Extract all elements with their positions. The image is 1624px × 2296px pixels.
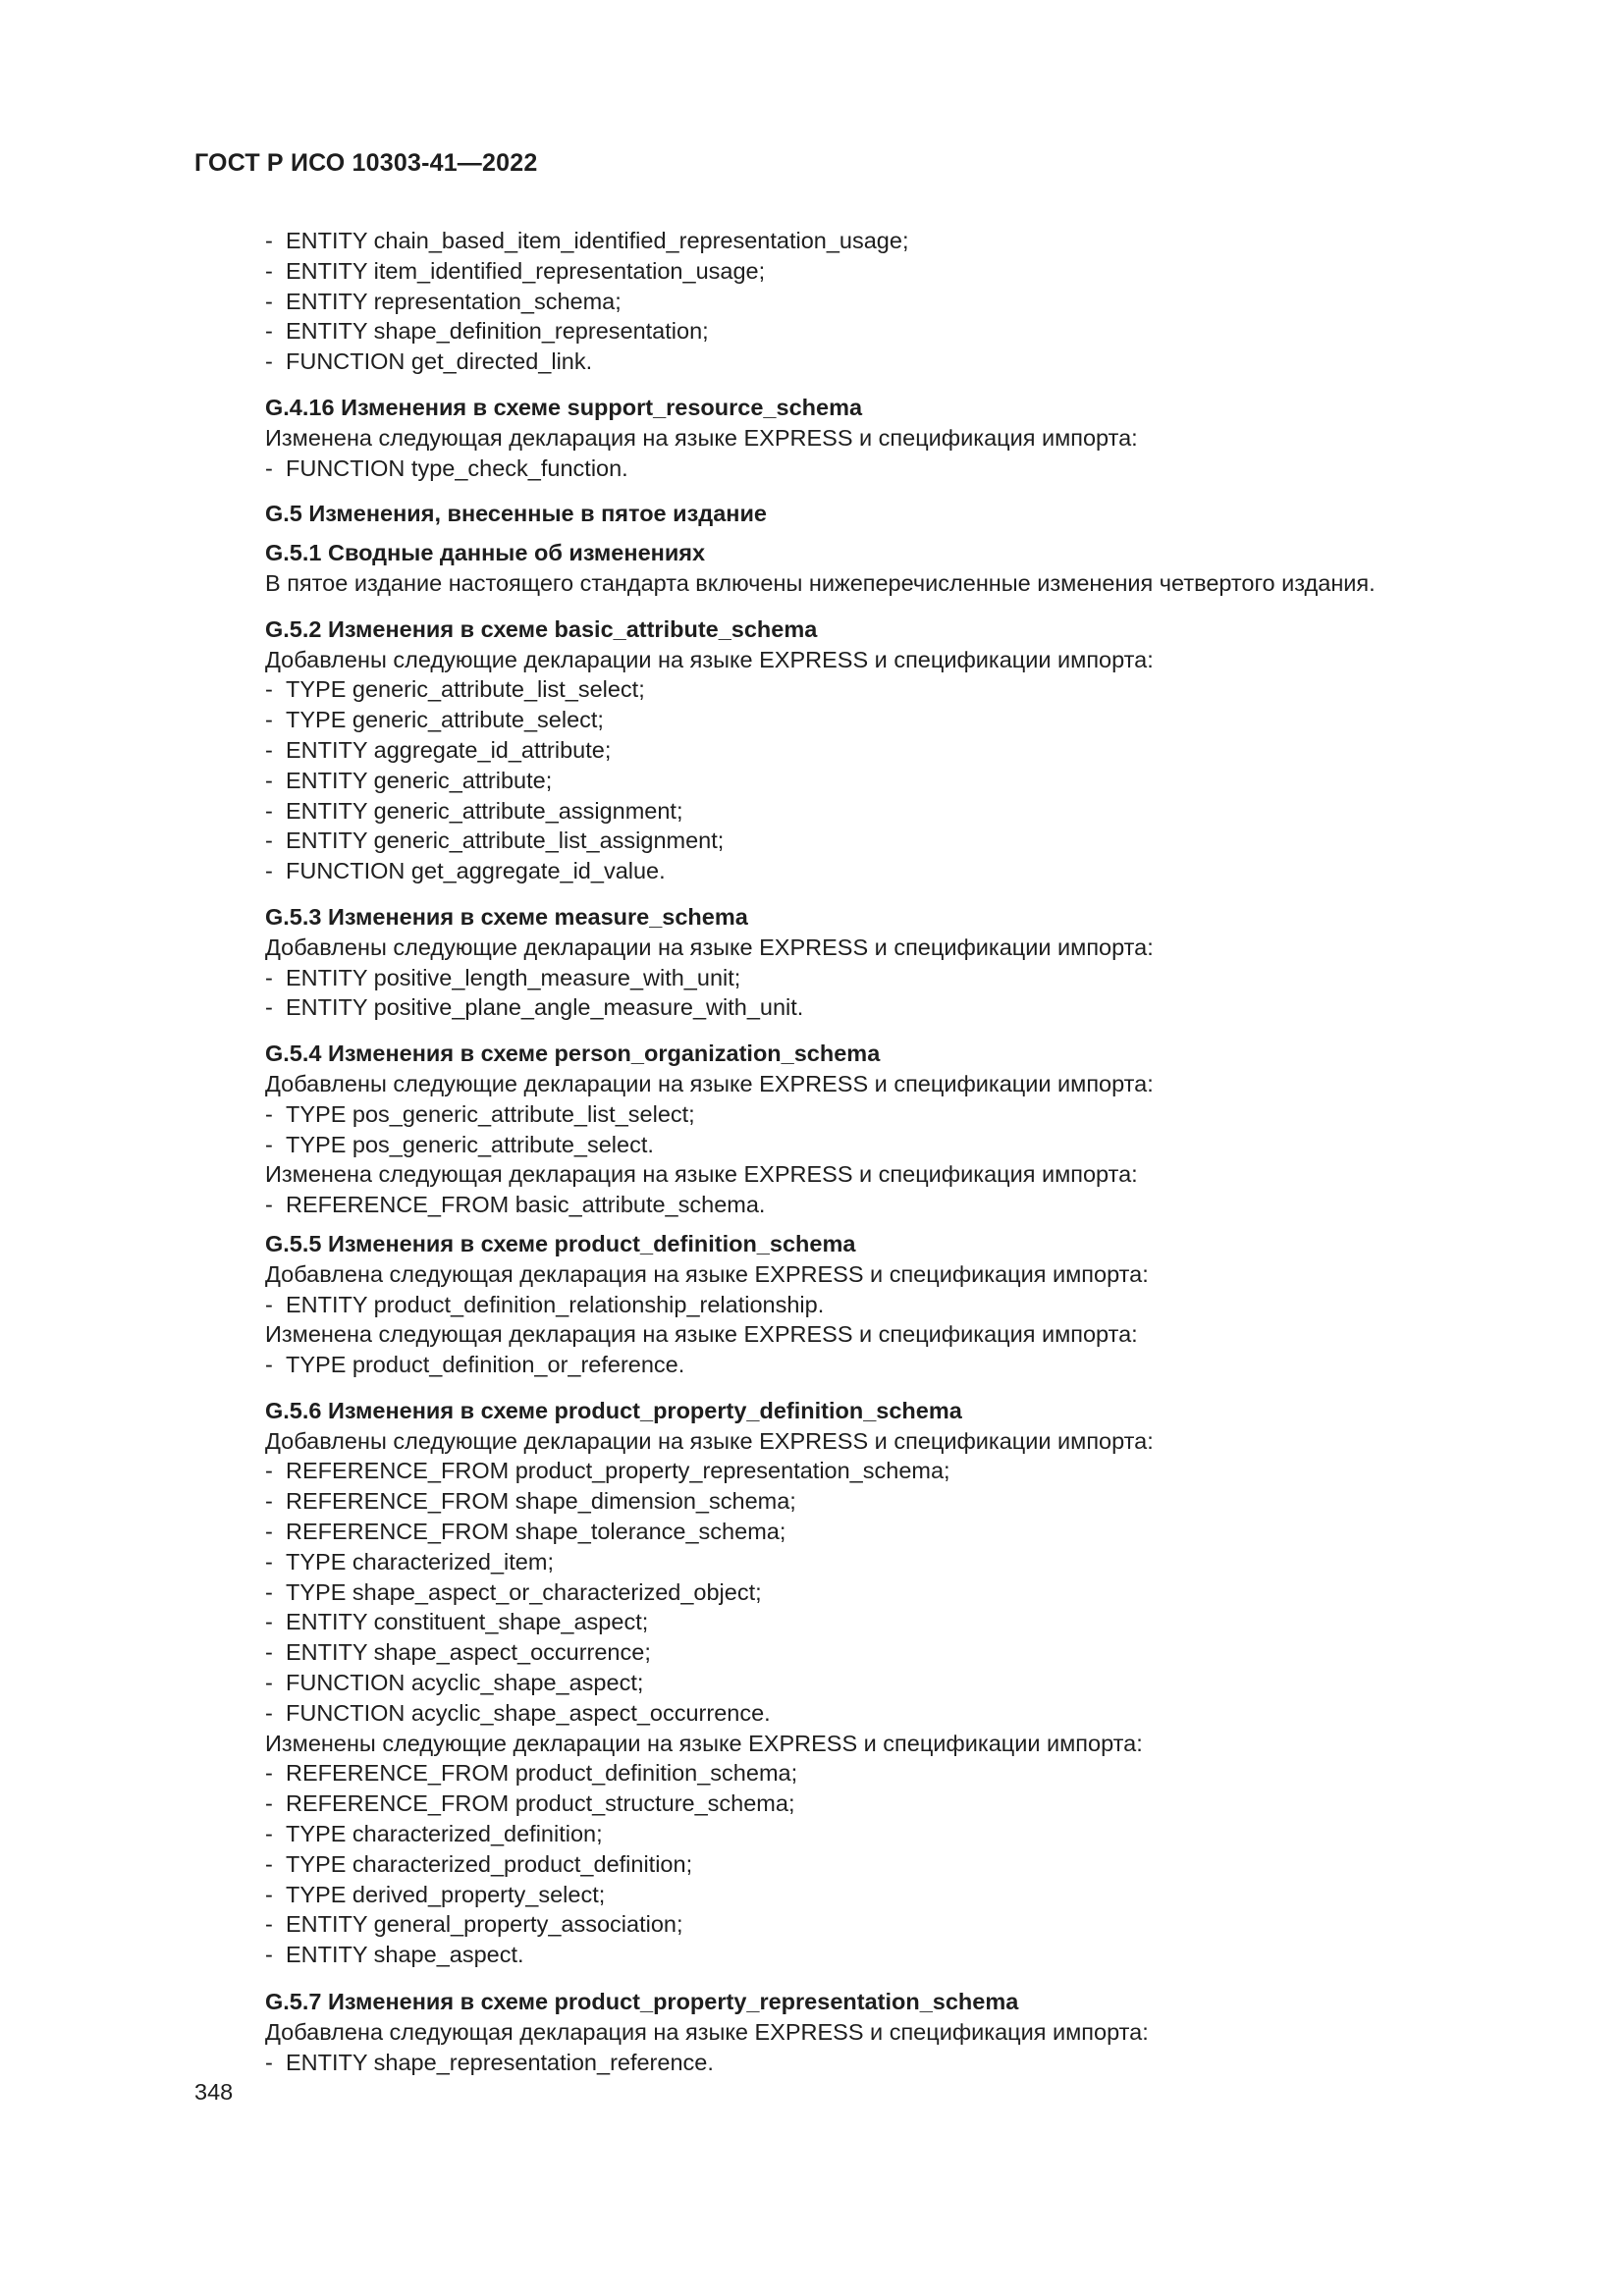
- list-dash: -: [265, 797, 273, 824]
- list-item: [265, 992, 1483, 1023]
- list-item: [265, 1130, 1483, 1160]
- list-item: [265, 1456, 1483, 1486]
- list-item-text: REFERENCE_FROM product_property_representation_schema;: [286, 1458, 950, 1484]
- list-dash: -: [265, 1881, 273, 1907]
- list-item-text: ENTITY positive_plane_angle_measure_with_unit.: [286, 994, 804, 1021]
- list-dash: -: [265, 2049, 273, 2075]
- list-item: [265, 1909, 1483, 1940]
- paragraph: Изменены следующие декларации на языке EXPRESS и спецификации импорта:: [265, 1730, 1143, 1756]
- paragraph: Изменена следующая декларация на языке EXPRESS и спецификация импорта:: [265, 1321, 1138, 1348]
- list-item-text: TYPE characterized_definition;: [286, 1821, 603, 1847]
- paragraph: Добавлены следующие декларации на языке EXPRESS и спецификации импорта:: [265, 1070, 1154, 1096]
- list-item: [265, 796, 1483, 827]
- list-item: [265, 1099, 1483, 1130]
- section-heading: G.5.2 Изменения в схеме basic_attribute_schema: [265, 615, 818, 642]
- list-item-text: FUNCTION get_aggregate_id_value.: [286, 858, 666, 884]
- paragraph: Добавлены следующие декларации на языке EXPRESS и спецификации импорта:: [265, 646, 1154, 672]
- list-dash: -: [265, 257, 273, 284]
- section-heading: G.5.3 Изменения в схеме measure_schema: [265, 903, 748, 930]
- list-item-text: ENTITY aggregate_id_attribute;: [286, 736, 612, 763]
- list-item-text: TYPE generic_attribute_list_select;: [286, 676, 645, 703]
- list-item-text: FUNCTION acyclic_shape_aspect;: [286, 1670, 644, 1696]
- list-item-text: REFERENCE_FROM shape_dimension_schema;: [286, 1488, 796, 1515]
- paragraph: Изменена следующая декларация на языке EXPRESS и спецификация импорта:: [265, 424, 1138, 451]
- section-heading: G.5.7 Изменения в схеме product_property_representation_schema: [265, 1989, 1019, 2015]
- list-item: [265, 1547, 1483, 1577]
- list-dash: -: [265, 1578, 273, 1605]
- list-item-text: ENTITY positive_length_measure_with_unit;: [286, 964, 741, 990]
- list-dash: -: [265, 994, 273, 1021]
- list-item: [265, 1668, 1483, 1698]
- list-item: [265, 674, 1483, 705]
- list-item: [265, 856, 1483, 886]
- section-heading: G.4.16 Изменения в схеме support_resource_schema: [265, 394, 863, 420]
- list-item-text: ENTITY generic_attribute_list_assignment;: [286, 828, 725, 854]
- list-item: [265, 1819, 1483, 1849]
- list-dash: -: [265, 1192, 273, 1218]
- list-item-text: FUNCTION get_directed_link.: [286, 348, 593, 375]
- list-dash: -: [265, 676, 273, 703]
- list-item-text: TYPE shape_aspect_or_characterized_object;: [286, 1578, 762, 1605]
- list-item-text: REFERENCE_FROM product_structure_schema;: [286, 1790, 795, 1817]
- list-dash: -: [265, 1352, 273, 1378]
- list-item-text: ENTITY item_identified_representation_usage;: [286, 257, 766, 284]
- list-item: [265, 1849, 1483, 1880]
- list-item-text: ENTITY general_property_association;: [286, 1911, 683, 1938]
- list-item: [265, 1940, 1483, 1970]
- list-dash: -: [265, 1639, 273, 1666]
- list-dash: -: [265, 1291, 273, 1317]
- list-item: [265, 1637, 1483, 1668]
- list-item: [265, 766, 1483, 796]
- list-item-text: TYPE characterized_item;: [286, 1548, 554, 1575]
- paragraph: Добавлены следующие декларации на языке EXPRESS и спецификации импорта:: [265, 934, 1154, 960]
- list-item-text: ENTITY generic_attribute;: [286, 767, 553, 793]
- list-item-text: ENTITY shape_aspect_occurrence;: [286, 1639, 651, 1666]
- list-dash: -: [265, 1942, 273, 1968]
- list-dash: -: [265, 288, 273, 314]
- list-item: [265, 705, 1483, 735]
- list-item-text: REFERENCE_FROM basic_attribute_schema.: [286, 1192, 766, 1218]
- list-dash: -: [265, 1790, 273, 1817]
- list-dash: -: [265, 1548, 273, 1575]
- list-dash: -: [265, 1670, 273, 1696]
- list-item: [265, 735, 1483, 766]
- list-dash: -: [265, 1100, 273, 1127]
- list-item-text: ENTITY product_definition_relationship_relationship.: [286, 1291, 825, 1317]
- list-item-text: FUNCTION type_check_function.: [286, 454, 628, 481]
- list-item-text: ENTITY shape_aspect.: [286, 1942, 524, 1968]
- list-dash: -: [265, 228, 273, 253]
- list-item-text: TYPE generic_attribute_select;: [286, 707, 604, 733]
- list-item: [265, 1758, 1483, 1789]
- list-item: [265, 1698, 1483, 1729]
- list-dash: -: [265, 1821, 273, 1847]
- list-item: [265, 1577, 1483, 1608]
- document-header-title: ГОСТ Р ИСО 10303-41—2022: [194, 149, 538, 177]
- page-number: 348: [194, 2079, 234, 2105]
- paragraph: Добавлена следующая декларация на языке EXPRESS и спецификация импорта:: [265, 2018, 1149, 2045]
- section-heading: G.5.6 Изменения в схеме product_property_definition_schema: [265, 1397, 962, 1423]
- list-item-text: REFERENCE_FROM product_definition_schema;: [286, 1760, 798, 1787]
- list-dash: -: [265, 736, 273, 763]
- list-item: [265, 2048, 1483, 2078]
- list-item-text: ENTITY representation_schema;: [286, 288, 622, 314]
- list-item-text: TYPE derived_property_select;: [286, 1881, 606, 1907]
- list-dash: -: [265, 1850, 273, 1877]
- paragraph: Добавлена следующая декларация на языке EXPRESS и спецификация импорта:: [265, 1260, 1149, 1287]
- list-item-text: ENTITY shape_definition_representation;: [286, 318, 709, 345]
- list-item-text: TYPE pos_generic_attribute_select.: [286, 1131, 654, 1157]
- list-item: [265, 1486, 1483, 1517]
- list-dash: -: [265, 767, 273, 793]
- list-dash: -: [265, 1609, 273, 1635]
- list-item-text: ENTITY chain_based_item_identified_representation_usage;: [286, 228, 909, 253]
- list-item-text: TYPE product_definition_or_reference.: [286, 1352, 685, 1378]
- list-item-text: ENTITY constituent_shape_aspect;: [286, 1609, 649, 1635]
- list-item: [265, 256, 1483, 287]
- list-dash: -: [265, 348, 273, 375]
- list-item: [265, 454, 1483, 484]
- section-heading: G.5.5 Изменения в схеме product_definition_schema: [265, 1230, 856, 1256]
- list-item: [265, 1517, 1483, 1547]
- list-dash: -: [265, 1131, 273, 1157]
- section-heading: G.5.4 Изменения в схеме person_organization_schema: [265, 1041, 881, 1067]
- list-dash: -: [265, 1699, 273, 1726]
- list-item-text: ENTITY generic_attribute_assignment;: [286, 797, 683, 824]
- document-body: [265, 226, 1483, 2077]
- list-dash: -: [265, 964, 273, 990]
- list-item-text: ENTITY shape_representation_reference.: [286, 2049, 714, 2075]
- paragraph: Добавлены следующие декларации на языке EXPRESS и спецификации импорта:: [265, 1427, 1154, 1454]
- list-item: [265, 1190, 1483, 1220]
- list-item-text: REFERENCE_FROM shape_tolerance_schema;: [286, 1519, 786, 1545]
- list-dash: -: [265, 707, 273, 733]
- list-dash: -: [265, 454, 273, 481]
- list-item: [265, 1607, 1483, 1637]
- list-dash: -: [265, 1488, 273, 1515]
- list-item: [265, 1880, 1483, 1910]
- section-heading: G.5.1 Сводные данные об изменениях: [265, 540, 706, 566]
- list-dash: -: [265, 318, 273, 345]
- list-item: [265, 316, 1483, 347]
- list-dash: -: [265, 1911, 273, 1938]
- paragraph: Изменена следующая декларация на языке EXPRESS и спецификация импорта:: [265, 1161, 1138, 1188]
- list-item: [265, 963, 1483, 993]
- list-item-text: FUNCTION acyclic_shape_aspect_occurrence.: [286, 1699, 771, 1726]
- list-item: [265, 826, 1483, 856]
- list-item: [265, 226, 1483, 256]
- list-dash: -: [265, 828, 273, 854]
- list-item: [265, 347, 1483, 377]
- list-item-text: TYPE pos_generic_attribute_list_select;: [286, 1100, 695, 1127]
- list-item: [265, 1350, 1483, 1380]
- paragraph: В пятое издание настоящего стандарта включены нижеперечисленные изменения четвертого издания.: [265, 569, 1376, 596]
- list-dash: -: [265, 858, 273, 884]
- list-dash: -: [265, 1760, 273, 1787]
- list-item-text: TYPE characterized_product_definition;: [286, 1850, 693, 1877]
- list-item: [265, 1290, 1483, 1320]
- list-dash: -: [265, 1458, 273, 1484]
- list-item: [265, 287, 1483, 317]
- list-item: [265, 1789, 1483, 1819]
- section-heading: G.5 Изменения, внесенные в пятое издание: [265, 501, 767, 527]
- list-dash: -: [265, 1519, 273, 1545]
